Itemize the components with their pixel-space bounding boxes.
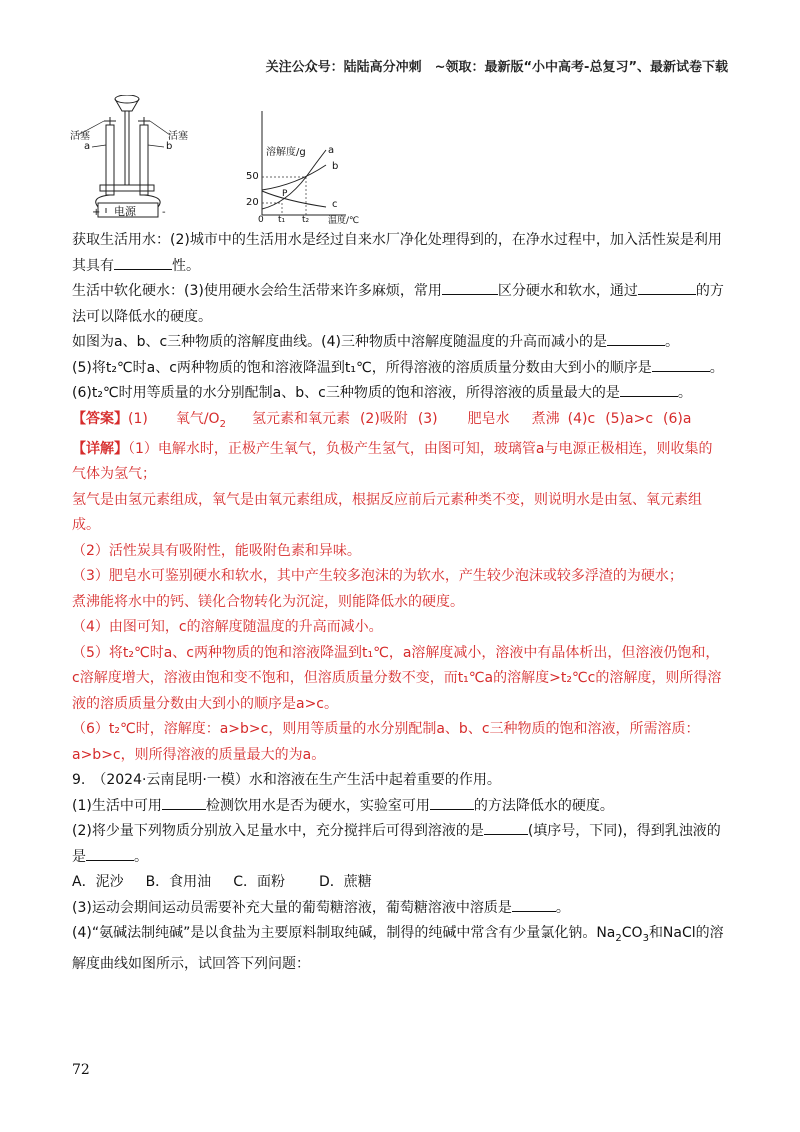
options-row	[72, 870, 728, 896]
question-5-line: (5)将t₂℃时a、c两种物质的饱和溶液降温到t₁℃，所得溶液的溶质质量分数由大到小的顺序是 。	[72, 356, 728, 382]
question-2-line: 获取生活用水：(2)城市中的生活用水是经过自来水厂净化处理得到的，在净水过程中，加入活性炭是利用	[72, 232, 722, 248]
option-d[interactable]: D．蔗糖	[318, 874, 372, 891]
page-header: 关注公众号：陆陆高分冲刺 ~领取：最新版“小中高考-总复习”、最新试卷下载	[265, 60, 728, 75]
detail-line-2: 气体为氢气；	[72, 466, 156, 483]
answer-blank[interactable]	[162, 794, 206, 810]
point-p-label: P	[282, 189, 288, 199]
question-9-part-2: (2)将少量下列物质分别放入足量水中，充分搅拌后可得到溶液的是 (填序号，下同)，得到乳浊液的	[72, 819, 728, 845]
curve-c-label: c	[332, 199, 338, 210]
answer-blank[interactable]	[638, 279, 696, 295]
x-tick-t2: t₂	[302, 215, 310, 225]
question-3-line-b: 法可以降低水的硬度。	[72, 308, 212, 325]
question-9-part-4: (4)“氨碱法制纯碱”是以食盐为主要原料制取纯碱，制得的纯碱中常含有少量氯化钠。$Na_2CO_3$和NaCl的溶	[72, 925, 724, 945]
answer-blank[interactable]	[652, 356, 710, 372]
plus-label: +	[92, 207, 101, 218]
detail-line-9: c溶解度增大，溶液由饱和变不饱和，但溶质质量分数不变，而t₁℃a的溶解度>t₂℃c的溶解度，则所得溶	[72, 670, 722, 687]
detail-line-7: （4）由图可知，c的溶解度随温度的升高而减小。	[72, 619, 383, 636]
question-9-part-1: (1)生活中可用 检测饮用水是否为硬水，实验室可用 的方法降低水的硬度。	[72, 794, 728, 820]
left-stopcock-label: 活塞	[70, 131, 90, 142]
question-3-line: 生活中软化硬水：(3)使用硬水会给生活带来许多麻烦，常用 区分硬水和软水，通过 的方	[72, 279, 728, 305]
detail-line-1: 【详解】（1）电解水时，正极产生氧气，负极产生氢气，由图可知，玻璃管a与电源正极相连，则收集的	[72, 440, 713, 457]
question-6-line: (6)t₂℃时用等质量的水分别配制a、b、c三种物质的饱和溶液，所得溶液的质量最大的是 。	[72, 381, 728, 407]
y-tick-50: 50	[246, 171, 259, 182]
option-a[interactable]: A．泥沙	[72, 874, 124, 891]
page-number: 72	[72, 1062, 90, 1078]
question-9-title: 9. （2024·云南昆明·一模）水和溶液在生产生活中起着重要的作用。	[72, 772, 501, 789]
detail-line-8: （5）将t₂℃时a、c两种物质的饱和溶液降温到t₁℃，a溶解度减小，溶液中有晶体析出，但溶液仍饱和，	[72, 644, 720, 661]
question-4-line: 如图为a、b、c三种物质的溶解度曲线。(4)三种物质中溶解度随温度的升高而减小的是 。	[72, 330, 728, 356]
tube-a-label: a	[84, 141, 91, 152]
y-axis-label: 溶解度/g	[266, 147, 306, 158]
answer-line: 【答案】(1) 氧气$/O_2$ 氢元素和氧元素 (2)吸附 (3) 肥皂水 煮沸 (4)c (5)a>c (6)a	[72, 410, 692, 430]
curve-b-label: b	[332, 161, 339, 172]
question-9-part-2b: 是 。	[72, 845, 728, 871]
y-tick-20: 20	[246, 197, 259, 208]
power-label: 电源	[114, 205, 136, 218]
answer-blank[interactable]	[86, 845, 134, 861]
answer-blank[interactable]	[484, 819, 528, 835]
figure-area	[70, 95, 370, 225]
answer-blank[interactable]	[620, 381, 678, 397]
question-9-part-3: (3)运动会期间运动员需要补充大量的葡萄糖溶液，葡萄糖溶液中溶质是 。	[72, 896, 728, 922]
minus-label: -	[162, 207, 166, 218]
tube-b-label: b	[166, 141, 173, 152]
question-9-part-4b: 解度曲线如图所示，试回答下列问题：	[72, 955, 310, 972]
detail-line-12: a>b>c，则所得溶液的质量最大的为a。	[72, 746, 326, 763]
x-tick-t1: t₁	[278, 215, 286, 225]
x-axis-label: 温度/℃	[328, 216, 360, 226]
question-2-line-b: 其具有 性。	[72, 254, 728, 280]
content	[72, 228, 728, 977]
answer-blank[interactable]	[512, 896, 556, 912]
detail-line-6: 煮沸能将水中的钙、镁化合物转化为沉淀，则能降低水的硬度。	[72, 593, 464, 610]
right-stopcock-label: 活塞	[168, 131, 188, 142]
detail-line-3: 氢气是由氢元素组成，氧气是由氧元素组成，根据反应前后元素种类不变，则说明水是由氢、氧元素组成。	[72, 491, 702, 534]
detail-line-4: （2）活性炭具有吸附性，能吸附色素和异味。	[72, 542, 361, 559]
detail-line-5: （3）肥皂水可鉴别硬水和软水，其中产生较多泡沫的为软水，产生较少泡沫或较多浮渣的为硬水；	[72, 568, 683, 585]
answer-blank[interactable]	[114, 254, 172, 270]
answer-blank[interactable]	[607, 330, 665, 346]
option-c[interactable]: C．面粉	[233, 874, 285, 891]
detail-line-10: 液的溶质质量分数由大到小的顺序是a>c。	[72, 695, 339, 712]
detail-line-11: （6）t₂℃时，溶解度：a>b>c，则用等质量的水分别配制a、b、c三种物质的饱和溶液，所需溶质：	[72, 721, 700, 738]
curve-a-label: a	[328, 145, 335, 156]
answer-blank[interactable]	[430, 794, 474, 810]
x-tick-0: 0	[258, 215, 264, 225]
option-b[interactable]: B．食用油	[145, 874, 212, 891]
answer-blank[interactable]	[442, 279, 498, 295]
solubility-curve-figure	[246, 105, 356, 225]
